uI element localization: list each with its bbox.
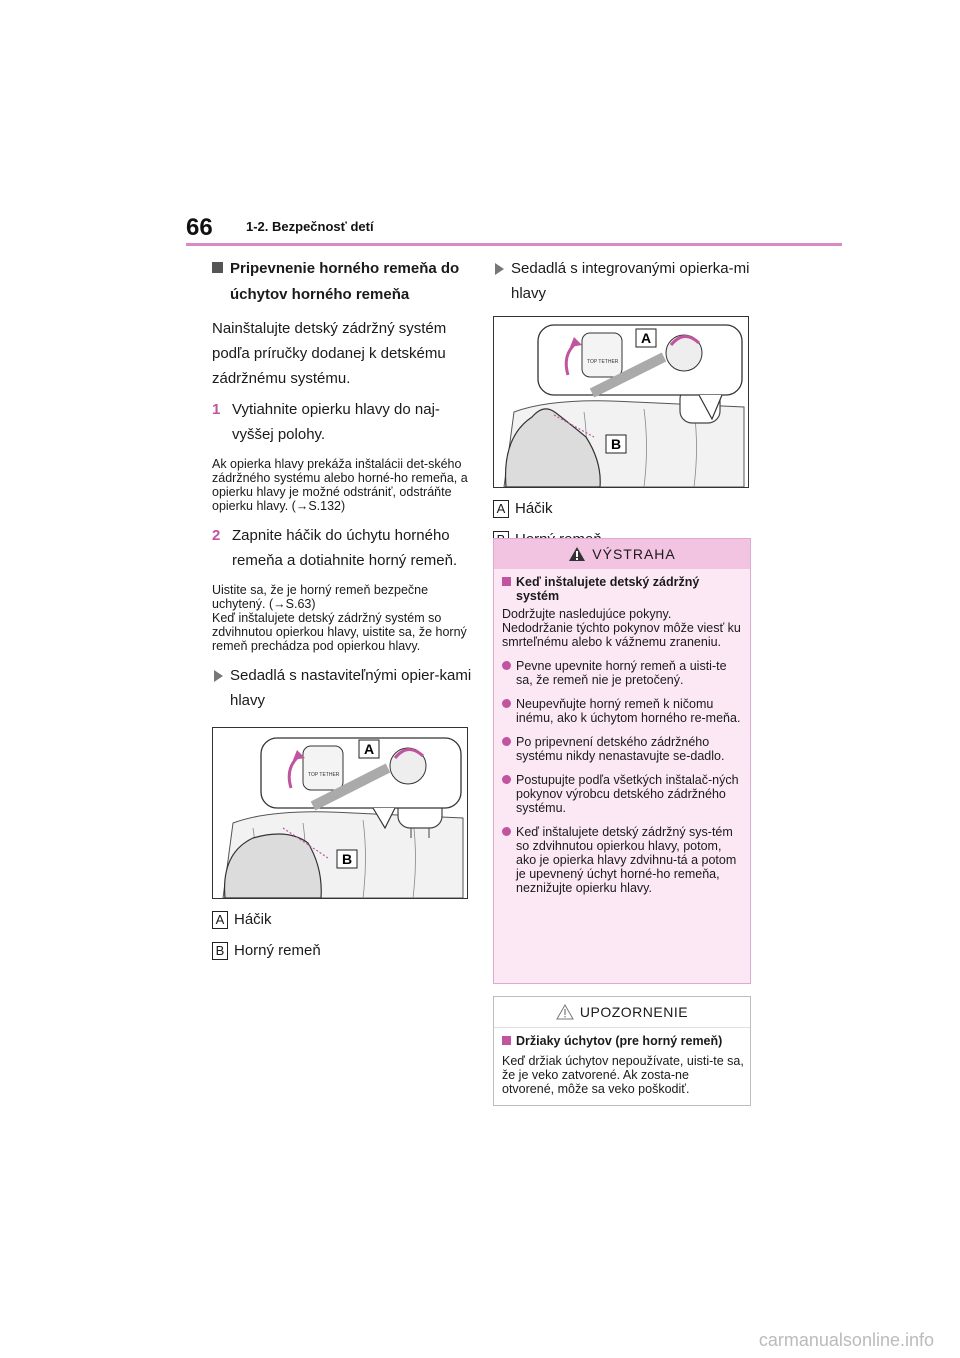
warning-bullet-text: Po pripevnení detského zádržného systému nikdy nenastavujte se-dadlo.: [516, 735, 725, 763]
adjustable-headrest-figure: [212, 727, 468, 899]
right-column: [493, 256, 755, 558]
step-1: [212, 397, 474, 447]
step-1-note: Ak opierka hlavy prekáža inštalácii det-ského zádržného systému alebo horné-ho remeňa, a opierku hlavy je možné odstrániť, odstráňte opierku hlavy. (→S.132): [212, 457, 468, 513]
warning-heading-text: Keď inštalujete detský zádržný systém: [516, 575, 700, 603]
legend-text-b: Horný remeň: [234, 942, 321, 959]
warning-bullet-text: Keď inštalujete detský zádržný sys-tém so zdvihnutou opierkou hlavy, potom, ako je opierka hlavy zdvihnu-tá a potom je upevnený úchyt horné-ho remeňa, neznižujte opierku hlavy.: [516, 825, 737, 895]
step-number: 1: [212, 401, 221, 418]
tag-text: TOP TETHER: [308, 772, 340, 778]
figure-label-b: B: [342, 851, 353, 867]
warning-triangle-icon: [568, 546, 586, 562]
warning-bullet: [502, 659, 744, 687]
integrated-headrest-item: [493, 256, 755, 306]
legend-key-a: A: [493, 500, 509, 518]
legend-text-a: Háčik: [515, 500, 553, 517]
step-2-note: [212, 583, 474, 653]
step-2-note-b: Keď inštalujete detský zádržný systém so zdvihnutou opierkou hlavy, uistite sa, že horný remeň prechádza pod opierkou hlavy.: [212, 611, 467, 653]
round-bullet-icon: [502, 827, 511, 836]
step-number: 2: [212, 527, 221, 544]
section-title: 1-2. Bezpečnosť detí: [246, 219, 374, 234]
warning-heading: [502, 575, 744, 603]
notice-text: Keď držiak úchytov nepoužívate, uisti-te sa, že je veko zatvorené. Ak zosta-ne otvorené, môže sa veko poškodiť.: [502, 1054, 744, 1096]
adjustable-headrest-text: Sedadlá s nastaviteľnými opier-kami hlavy: [230, 667, 472, 709]
section-heading-text: Pripevnenie horného remeňa do úchytov horného remeňa: [230, 260, 460, 303]
watermark: carmanualsonline.info: [758, 1330, 934, 1350]
notice-header: [494, 997, 750, 1028]
page-number: 66: [186, 214, 213, 241]
legend-row-a: [212, 907, 474, 932]
header-rule: [186, 243, 842, 246]
legend-row-b: [212, 938, 474, 963]
warning-bullet: [502, 697, 744, 725]
integrated-headrest-figure: [493, 316, 749, 488]
legend-key-b: B: [212, 942, 228, 960]
integrated-headrest-text: Sedadlá s integrovanými opierka-mi hlavy: [511, 260, 750, 302]
notice-body: [494, 1028, 750, 1096]
warning-bullet: [502, 735, 744, 763]
round-bullet-icon: [502, 737, 511, 746]
tag-text: TOP TETHER: [587, 359, 619, 365]
round-bullet-icon: [502, 661, 511, 670]
warning-title: VÝSTRAHA: [592, 546, 676, 562]
step-2-note-a: Uistite sa, že je horný remeň bezpečne uchytený. (→S.63): [212, 583, 429, 611]
notice-title: UPOZORNENIE: [579, 1004, 689, 1020]
legend-text-a: Háčik: [234, 911, 272, 928]
seat-illustration: [213, 728, 467, 898]
warning-bullet: [502, 825, 744, 895]
square-bullet-icon: [502, 577, 511, 586]
caution-triangle-icon: [556, 1004, 574, 1020]
adjustable-headrest-item: [212, 663, 474, 713]
warning-body: [494, 569, 750, 895]
intro-text: Nainštalujte detský zádržný systém podľa príručky dodanej k detskému zádržnému systému.: [212, 320, 447, 387]
triangle-bullet-icon: [214, 670, 223, 682]
figure-label-a: A: [641, 330, 652, 346]
figure-label-a: A: [364, 741, 375, 757]
legend-key-a: A: [212, 911, 228, 929]
warning-header: [494, 539, 750, 569]
warning-box: [493, 538, 751, 984]
notice-box: [493, 996, 751, 1106]
notice-heading-text: Držiaky úchytov (pre horný remeň): [516, 1034, 723, 1048]
step-2: [212, 523, 474, 573]
warning-intro: Dodržujte nasledujúce pokyny. Nedodržanie týchto pokynov môže viesť ku smrteľnému alebo k vážnemu zraneniu.: [502, 607, 741, 649]
square-bullet-icon: [212, 262, 223, 273]
figure-label-b: B: [611, 436, 622, 452]
step-text: Zapnite háčik do úchytu horného remeňa a dotiahnite horný remeň.: [232, 527, 458, 569]
seat-illustration: [494, 317, 748, 487]
warning-bullet-text: Postupujte podľa všetkých inštalač-ných pokynov výrobcu detského zádržného systému.: [516, 773, 739, 815]
warning-bullet-text: Neupevňujte horný remeň k ničomu inému, ako k úchytom horného re-meňa.: [516, 697, 741, 725]
legend-row-a: [493, 496, 755, 521]
left-column: [212, 256, 474, 969]
step-text: Vytiahnite opierku hlavy do naj-vyššej polohy.: [232, 401, 440, 443]
round-bullet-icon: [502, 775, 511, 784]
square-bullet-icon: [502, 1036, 511, 1045]
warning-bullet-text: Pevne upevnite horný remeň a uisti-te sa, že remeň nie je pretočený.: [516, 659, 727, 687]
triangle-bullet-icon: [495, 263, 504, 275]
round-bullet-icon: [502, 699, 511, 708]
section-heading: [212, 256, 474, 308]
notice-heading: [502, 1034, 744, 1048]
warning-bullet: [502, 773, 744, 815]
